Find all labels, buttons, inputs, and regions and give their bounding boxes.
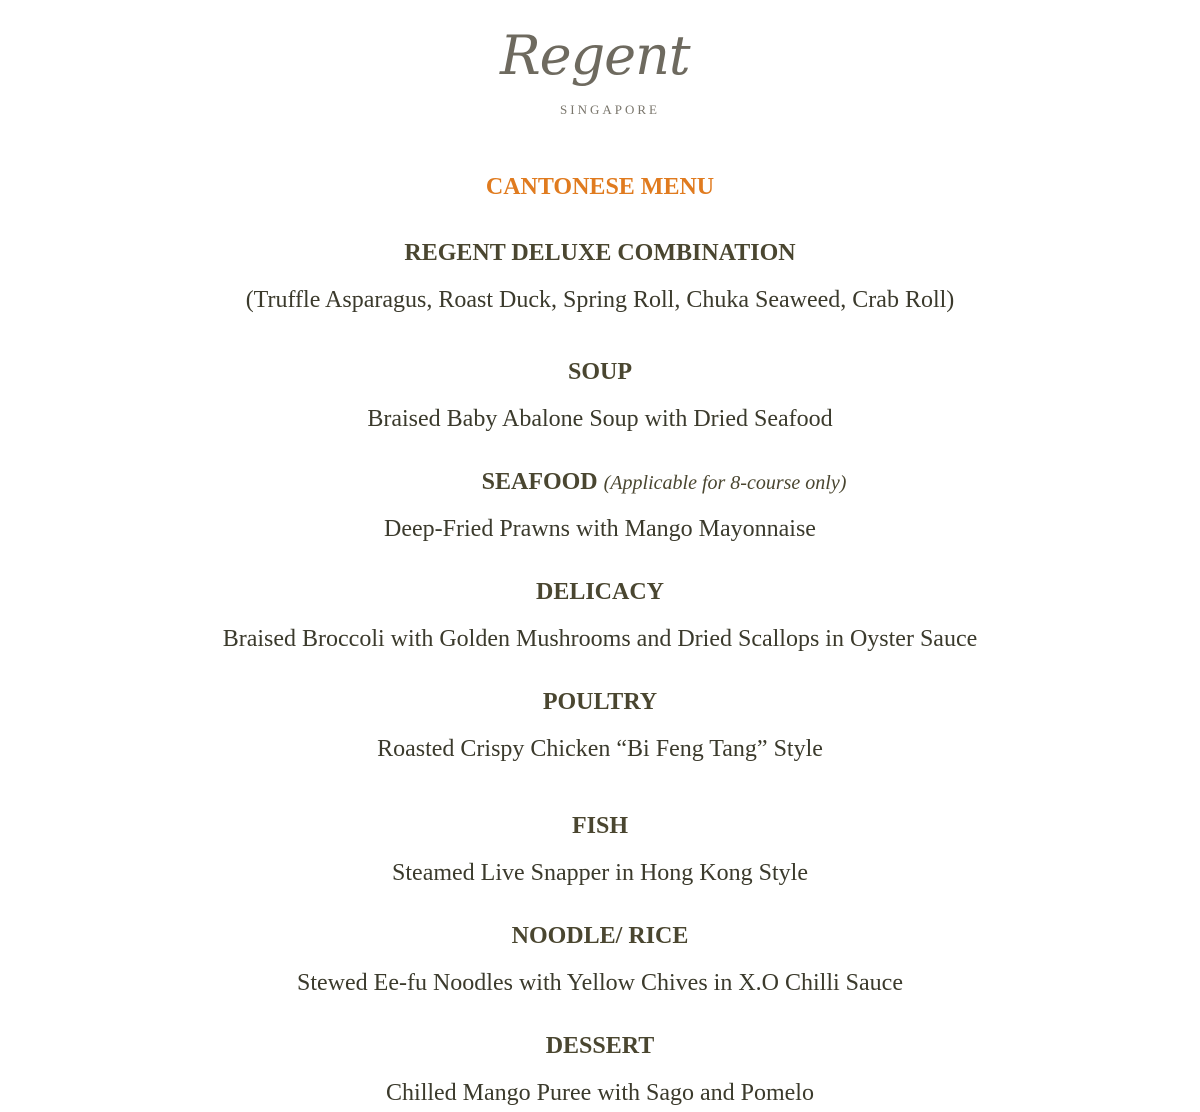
- section-heading-dessert: DESSERT: [545, 1033, 655, 1059]
- dish-combination: (Truffle Asparagus, Roast Duck, Spring Roll, Chuka Seaweed, Crab Roll): [245, 287, 955, 313]
- seafood-note: (Applicable for 8-course only): [603, 472, 847, 494]
- section-heading-seafood-row: [0, 465, 1200, 500]
- regent-logo-location: SINGAPORE: [560, 102, 660, 117]
- dish-noodle-rice: Stewed Ee-fu Noodles with Yellow Chives in X.O Chilli Sauce: [297, 970, 903, 996]
- section-heading-combination: REGENT DELUXE COMBINATION: [404, 240, 796, 266]
- dish-poultry: Roasted Crispy Chicken “Bi Feng Tang” Style: [377, 736, 823, 762]
- section-heading-poultry: POULTRY: [542, 689, 658, 715]
- dish-fish: Steamed Live Snapper in Hong Kong Style: [392, 860, 808, 886]
- dish-seafood: Deep-Fried Prawns with Mango Mayonnaise: [384, 516, 816, 542]
- section-heading-fish: FISH: [571, 813, 628, 839]
- section-heading-soup: SOUP: [567, 359, 632, 385]
- section-heading-seafood: SEAFOOD: [481, 469, 598, 495]
- section-heading-noodle-rice: NOODLE/ RICE: [511, 923, 689, 949]
- menu-title: CANTONESE MENU: [485, 174, 715, 200]
- dish-delicacy: Braised Broccoli with Golden Mushrooms and Dried Scallops in Oyster Sauce: [222, 626, 978, 652]
- section-heading-delicacy: DELICACY: [535, 579, 664, 605]
- regent-logo-wordmark: Regent: [500, 24, 690, 87]
- dish-dessert: Chilled Mango Puree with Sago and Pomelo: [386, 1080, 814, 1106]
- dish-soup: Braised Baby Abalone Soup with Dried Seafood: [367, 406, 833, 432]
